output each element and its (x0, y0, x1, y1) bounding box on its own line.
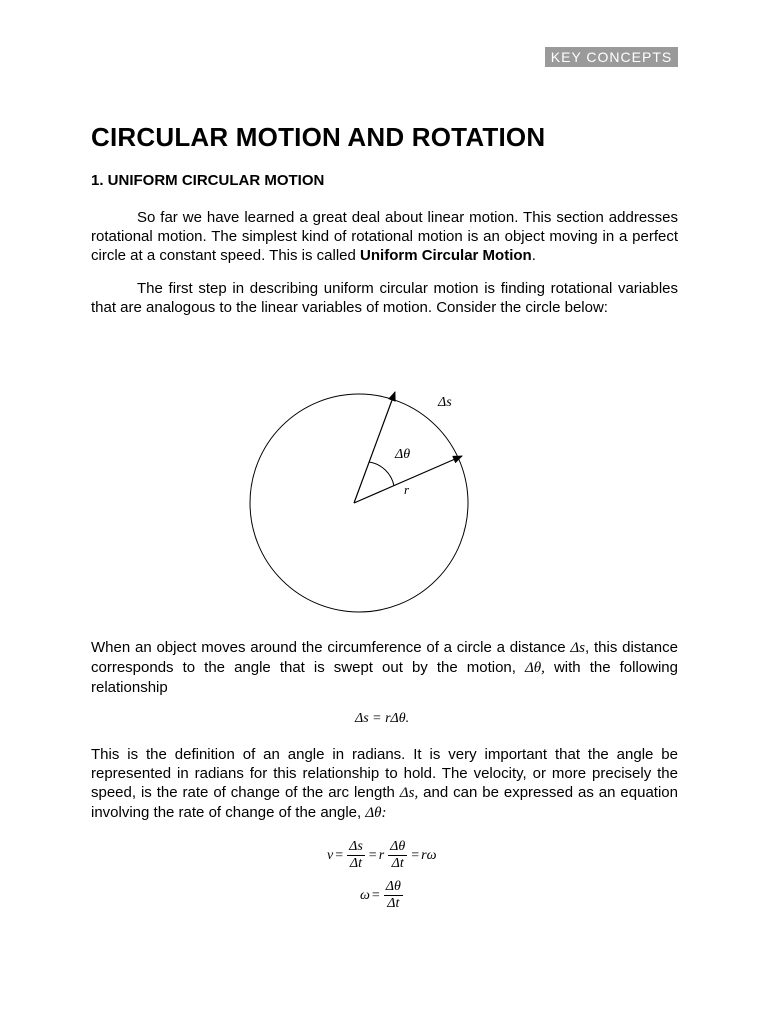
dtheta-numerator: Δθ (390, 839, 406, 854)
radians-text-b: and can be expressed as an equation involving the rate of change of the angle, (91, 784, 678, 821)
arc-text-b: , this distance corresponds to the angle that is swept out by the motion, (91, 639, 678, 676)
dtheta-dt-fraction-2 (384, 879, 403, 912)
r-symbol: r (378, 847, 385, 863)
arc-angle-paragraph (91, 638, 678, 697)
dt-denominator: Δt (391, 856, 404, 871)
page-title: CIRCULAR MOTION AND ROTATION (91, 122, 546, 152)
key-concepts-tag: KEY CONCEPTS (545, 47, 678, 67)
radius-label: r (404, 482, 410, 497)
delta-theta-symbol: Δθ, (525, 660, 545, 676)
intro-end: . (531, 247, 536, 264)
angle-arc (369, 462, 394, 486)
delta-s-symbol-2: Δs, (399, 785, 419, 801)
equals-sign: = (371, 887, 380, 903)
arc-length-label: Δs (438, 395, 452, 410)
velocity-equation (327, 839, 437, 872)
ds-dt-fraction (347, 839, 365, 872)
dtheta-dt-fraction (388, 839, 407, 872)
equals-sign: = (335, 847, 344, 863)
circle-diagram (230, 330, 490, 620)
radians-text-a: This is the definition of an angle in radians. It is very important that the angle be represented in radians for this relationship to hold. The velocity, or more precisely the speed, is the rate of change of the arc length (91, 746, 678, 801)
v-symbol: v (327, 847, 334, 863)
radius-vector-1 (354, 392, 395, 503)
intro-text: So far we have learned a great deal about linear motion. This section addresses rotational motion. The simplest kind of rotational motion is an object moving in a perfect circle at a constant speed. This is called (91, 209, 678, 264)
arc-text-a: When an object moves around the circumference of a circle a distance (91, 639, 571, 656)
radians-paragraph (91, 745, 678, 823)
dtheta-numerator: Δθ (385, 879, 401, 894)
uniform-circular-motion-term: Uniform Circular Motion (360, 247, 532, 264)
dt-denominator: Δt (349, 856, 363, 871)
circle-outline (250, 394, 468, 612)
arc-tick (432, 410, 435, 413)
arc-text-c: with the following relationship (91, 659, 678, 696)
dt-denominator: Δt (387, 896, 400, 911)
omega-symbol: ω (360, 887, 370, 903)
angular-velocity-equation (360, 879, 405, 912)
arc-length-equation: Δs = rΔθ. (355, 711, 410, 726)
delta-theta-symbol-2: Δθ: (365, 805, 387, 821)
intro-paragraph (91, 208, 678, 265)
angle-label: Δθ (395, 447, 411, 462)
rotational-variables-paragraph: The first step in describing uniform circular motion is finding rotational variables that are analogous to the linear variables of motion. Consider the circle below: (91, 280, 678, 316)
ds-numerator: Δs (349, 839, 363, 854)
r-omega-symbol: rω (421, 847, 437, 863)
equals-sign: = (411, 847, 420, 863)
delta-s-symbol: Δs (570, 640, 586, 656)
equals-sign: = (368, 847, 377, 863)
section-heading: 1. UNIFORM CIRCULAR MOTION (91, 172, 325, 189)
